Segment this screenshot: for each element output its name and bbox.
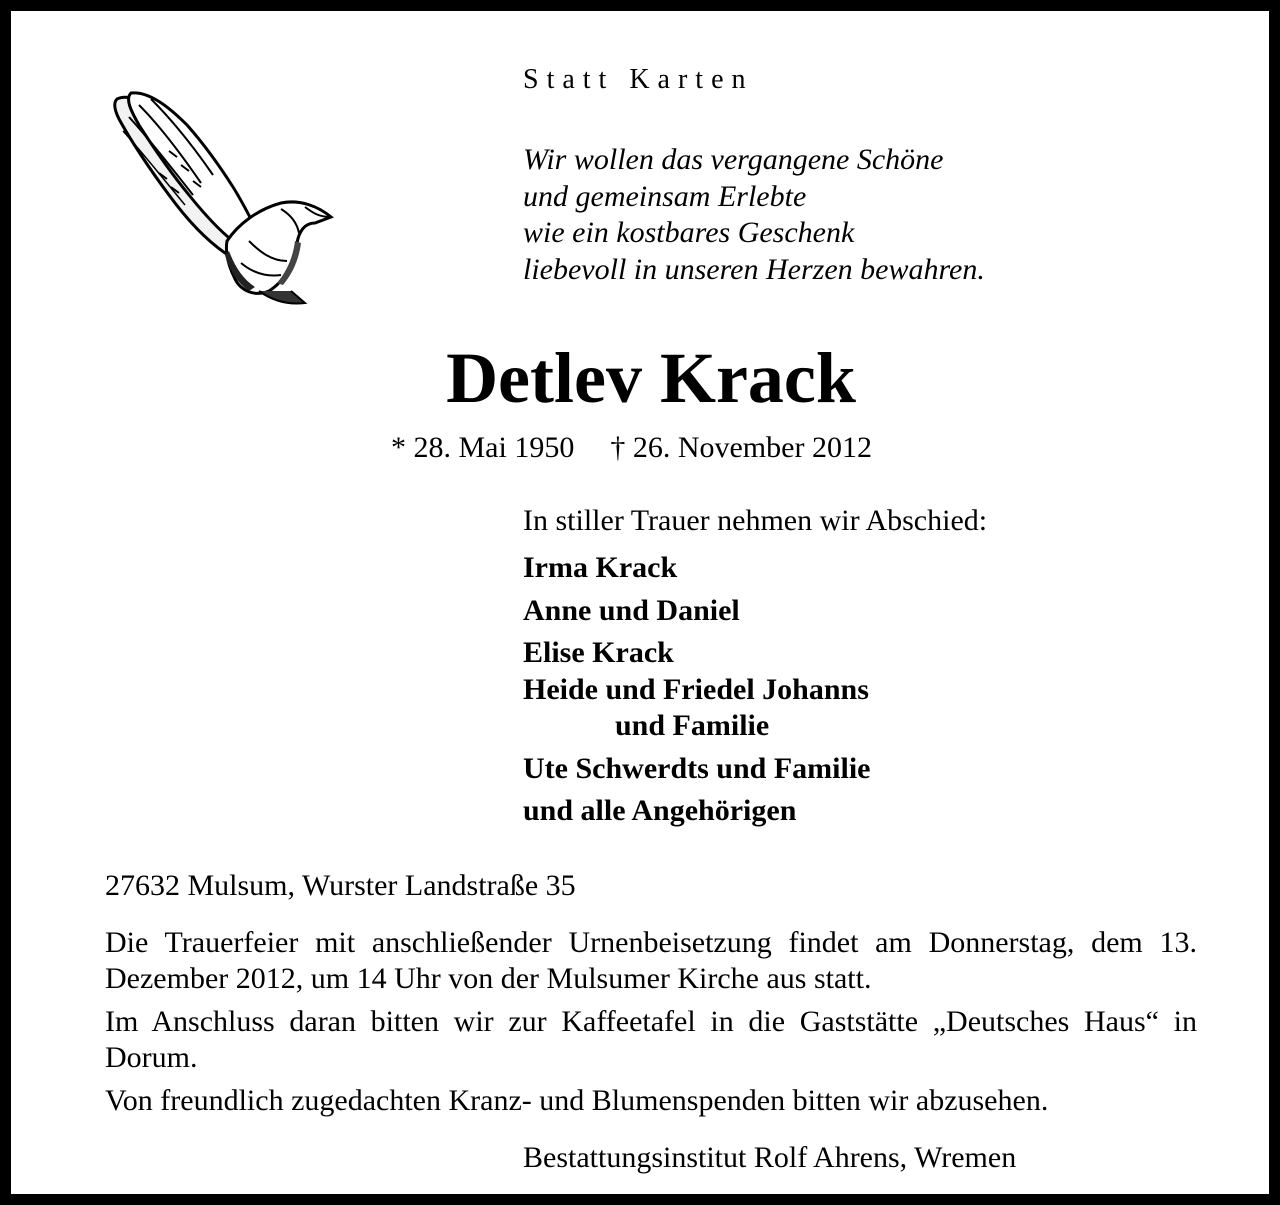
header-statt-karten: Statt Karten — [523, 64, 754, 95]
notice-paragraph: Die Trauerfeier mit anschließender Urnenbeisetzung findet am Donnerstag, dem 13. Dezember 2012, um 14 Uhr von der Mulsumer Kirche aus statt. — [105, 926, 1197, 995]
notice-paragraph: Von freundlich zugedachten Kranz- und Blumenspenden bitten wir abzusehen. — [105, 1084, 1049, 1117]
praying-hands-icon — [109, 91, 339, 311]
notice-paragraph: Im Anschluss daran bitten wir zur Kaffeetafel in die Gaststätte „Deutsches Haus“ in Dorum. — [105, 1005, 1197, 1074]
deceased-name: Detlev Krack — [446, 338, 856, 418]
mourner: und Familie — [615, 709, 770, 742]
address: 27632 Mulsum, Wurster Landstraße 35 — [105, 869, 576, 902]
poem-line: und gemeinsam Erlebte — [523, 179, 807, 213]
undertaker: Bestattungsinstitut Rolf Ahrens, Wremen — [523, 1141, 1017, 1174]
mourner: Elise Krack — [523, 636, 674, 669]
mourner: Anne und Daniel — [523, 594, 740, 627]
poem — [523, 142, 985, 288]
mourner: Heide und Friedel Johanns — [523, 673, 869, 706]
poem-line: liebevoll in unseren Herzen bewahren. — [523, 252, 985, 286]
poem-line: wie ein kostbares Geschenk — [523, 216, 855, 249]
mourner: Ute Schwerdts und Familie — [523, 752, 871, 785]
poem-line: Wir wollen das vergangene Schöne — [523, 143, 944, 176]
mourner: und alle Angehörigen — [523, 794, 797, 827]
life-dates — [391, 431, 872, 465]
mourner: Irma Krack — [523, 551, 678, 584]
mourning-intro: In stiller Trauer nehmen wir Abschied: — [523, 504, 988, 537]
birth-date: * 28. Mai 1950 — [391, 431, 575, 464]
death-date: † 26. November 2012 — [610, 431, 872, 464]
